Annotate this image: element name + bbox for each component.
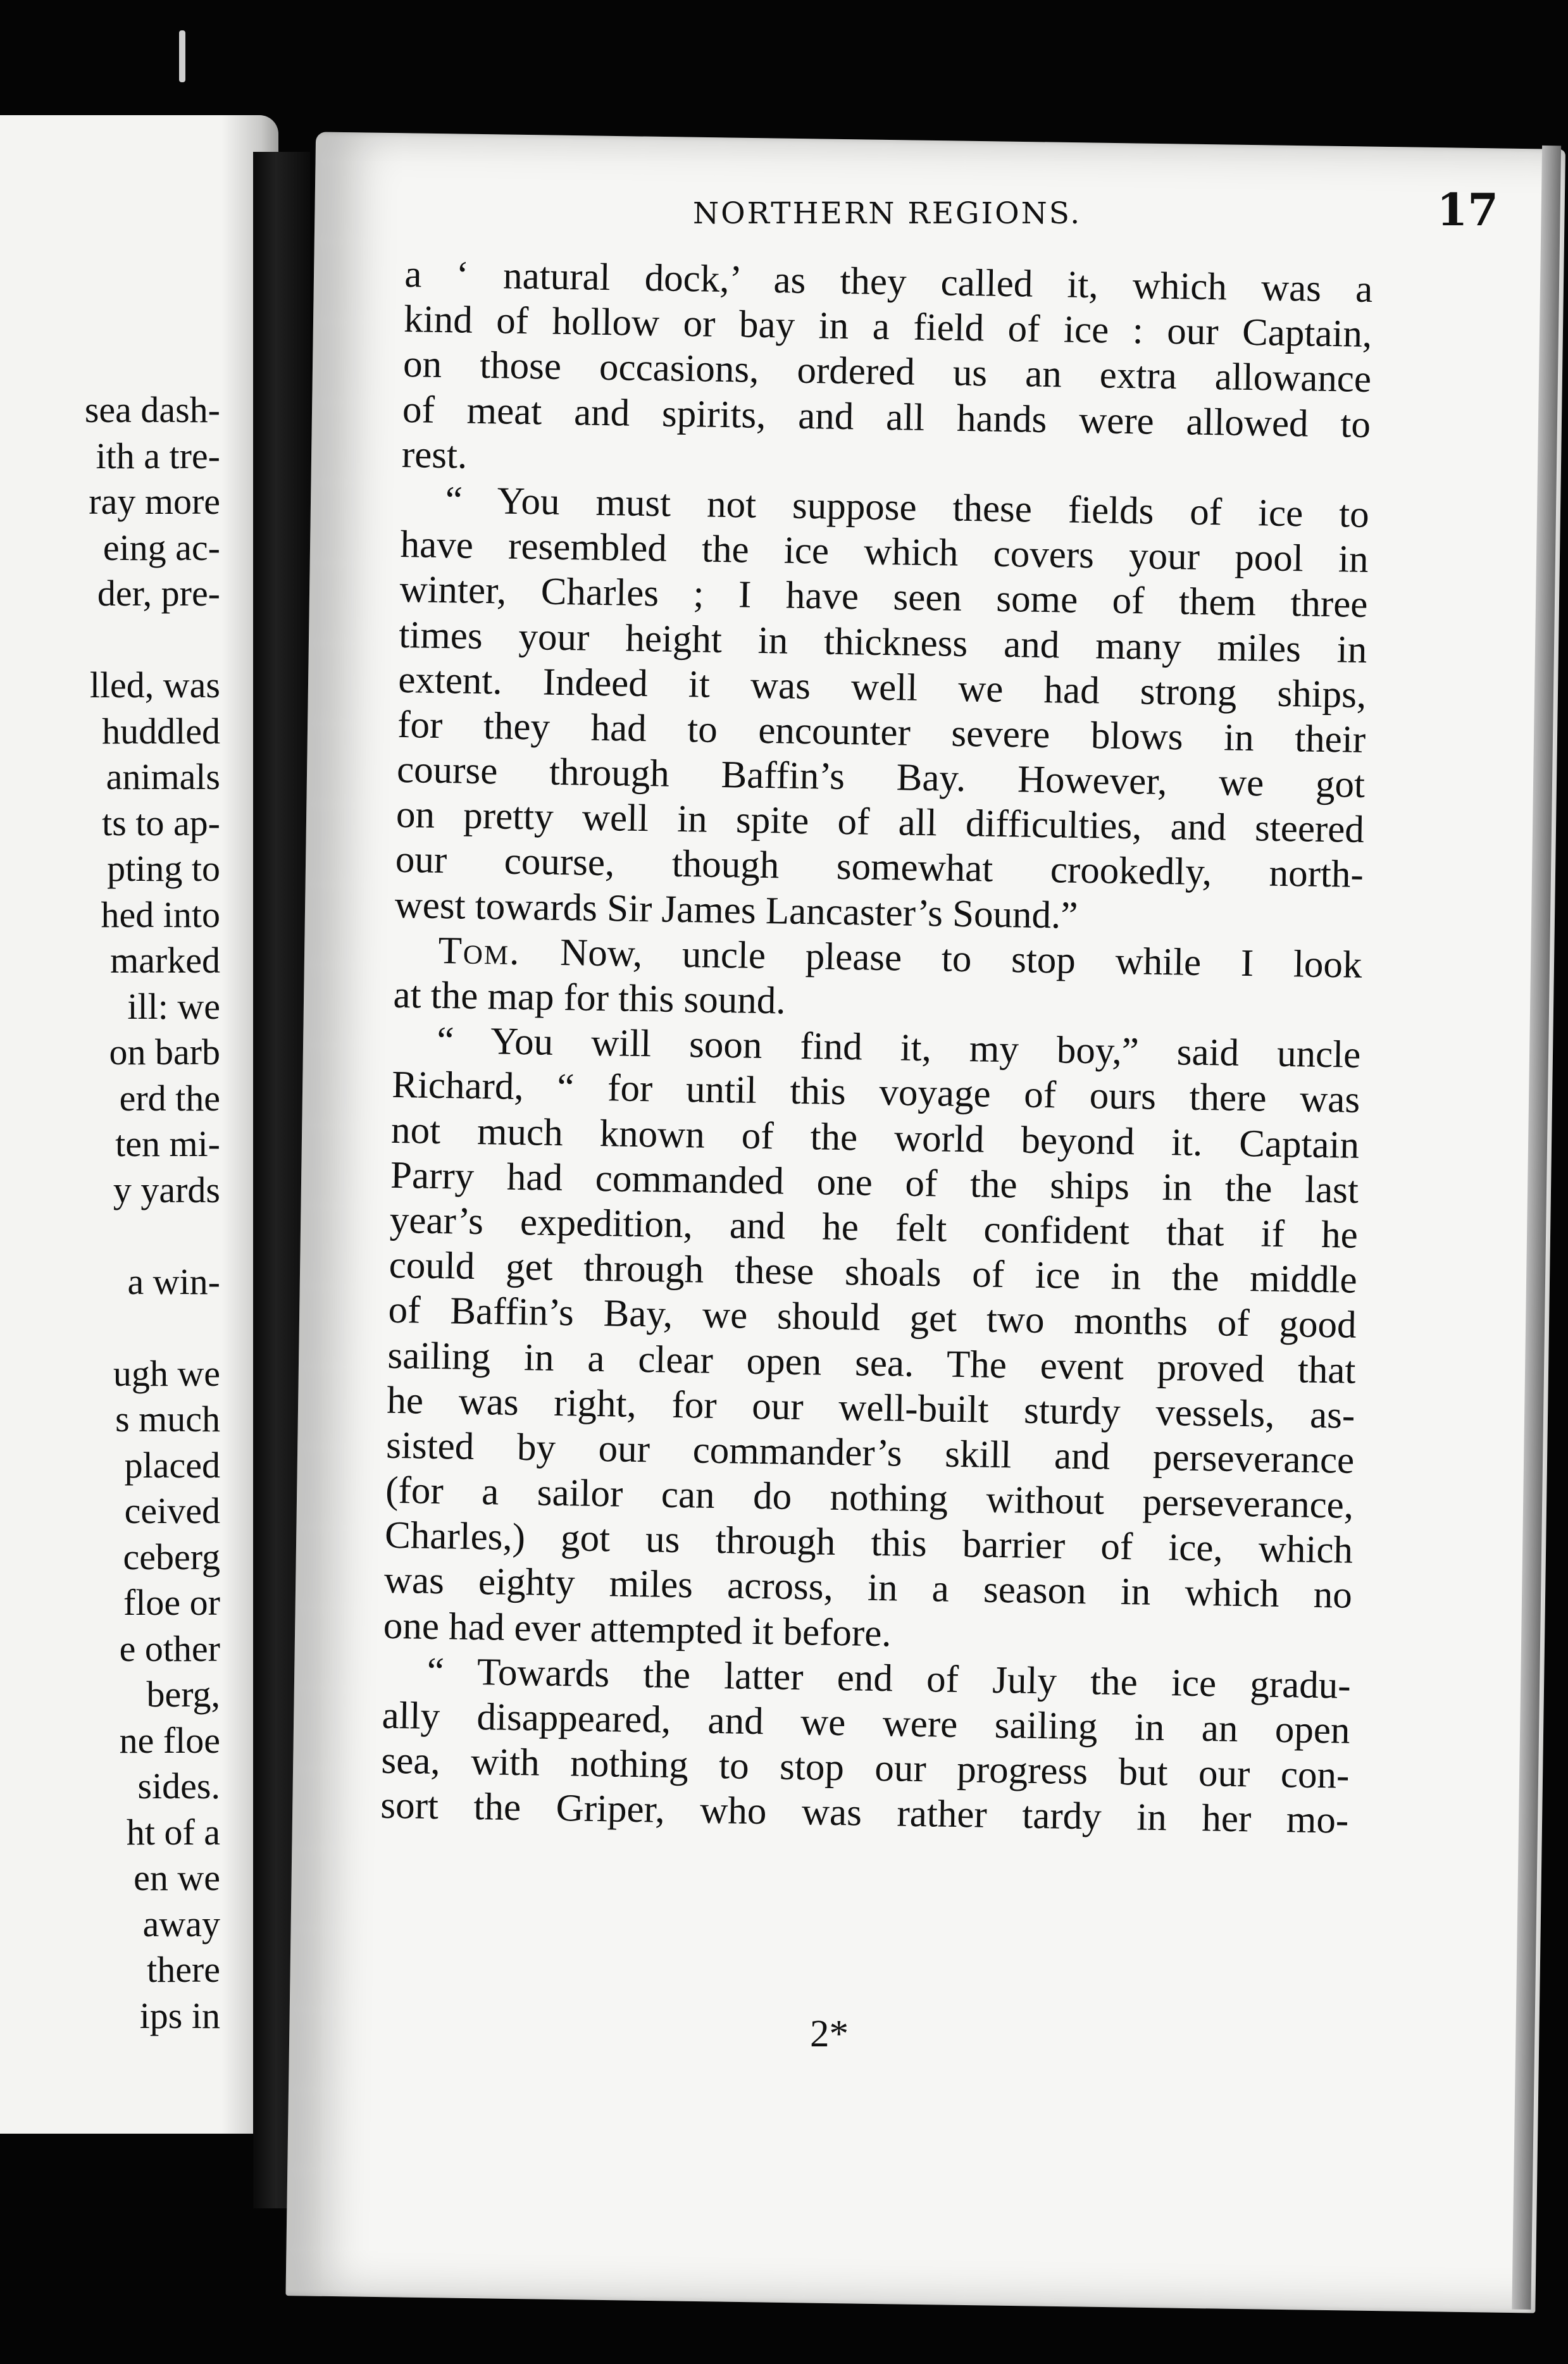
text-line-content: a ‘ natural dock,’ as they called it, which was a xyxy=(404,252,1373,311)
left-page-line: placed xyxy=(124,1444,220,1486)
left-page-line: animals xyxy=(106,756,220,797)
text-line-content: ally disappeared, and we were sailing in an open xyxy=(382,1694,1350,1752)
left-page-line: ips in xyxy=(139,1994,220,2036)
text-line-content: times your height in thickness and many miles in xyxy=(398,613,1367,671)
text-line-content: “ Towards the latter end of July the ice gradu- xyxy=(426,1650,1352,1707)
left-page-line: ne floe xyxy=(119,1719,220,1761)
text-line-content: at the map for this sound. xyxy=(393,973,787,1023)
text-line-content: our course, though somewhat crookedly, north- xyxy=(395,838,1364,897)
text-line-content: on pretty well in spite of all difficulties, and steered xyxy=(395,793,1365,852)
left-page xyxy=(0,115,278,2134)
text-line-content: Parry had commanded one of the ships in the last xyxy=(390,1154,1359,1212)
text-line-content: not much known of the world beyond it. Captain xyxy=(390,1109,1360,1167)
text-line-content: (for a sailor can do nothing without perseverance, xyxy=(385,1469,1354,1527)
text-line-content: one had ever attempted it before. xyxy=(383,1604,892,1655)
left-page-line: huddled xyxy=(102,710,220,752)
text-line-content: could get through these shoals of ice in the middle xyxy=(389,1243,1358,1302)
text-line-content: sea, with nothing to stop our progress but our con- xyxy=(381,1739,1350,1797)
text-line-content: extent. Indeed it was well we had strong ships, xyxy=(397,658,1367,716)
left-page-line: ceived xyxy=(124,1490,220,1531)
left-page-line: ith a tre- xyxy=(96,435,220,476)
left-page-line xyxy=(85,1213,220,1259)
text-line-content: sort the Griper, who was rather tardy in her mo- xyxy=(380,1784,1349,1843)
left-page-line: erd the xyxy=(119,1077,220,1119)
text-line-content: was eighty miles across, in a season in which no xyxy=(383,1559,1353,1617)
page-body-text xyxy=(380,252,1373,1843)
page-header xyxy=(693,184,1498,234)
text-line-content: “ You must not suppose these fields of ice to xyxy=(445,478,1370,536)
running-head: NORTHERN REGIONS. xyxy=(693,196,1082,231)
left-page-line xyxy=(85,617,220,663)
left-page-line: berg, xyxy=(146,1674,220,1715)
left-page-line: ht of a xyxy=(126,1811,220,1853)
left-page-line: ceberg xyxy=(123,1536,220,1577)
left-page-line: away xyxy=(142,1903,220,1944)
text-line-content: on those occasions, ordered us an extra allowance xyxy=(402,343,1372,401)
speaker-name: Tom. xyxy=(438,929,521,973)
left-page-line: marked xyxy=(110,940,220,981)
text-line-content: he was right, for our well-built sturdy vessels, as- xyxy=(386,1379,1355,1437)
left-page-line: y yards xyxy=(113,1169,220,1210)
left-page-line: eing ac- xyxy=(103,526,220,568)
text-line-content: Richard, “ for until this voyage of ours there was xyxy=(391,1064,1360,1122)
signature-mark: 2* xyxy=(810,2013,849,2055)
left-page-line: ugh we xyxy=(113,1352,220,1394)
left-page-line: a win- xyxy=(127,1260,220,1302)
left-page-line: en we xyxy=(134,1857,220,1898)
text-line-content: “ You will soon find it, my boy,” said uncle xyxy=(436,1019,1361,1077)
text-line-content: Charles,) got us through this barrier of ice, which xyxy=(384,1514,1353,1572)
text-line-content: course through Baffin’s Bay. However, we got xyxy=(396,748,1366,806)
left-page-line: sea dash- xyxy=(84,389,220,430)
left-page-line: e other xyxy=(119,1627,220,1669)
text-line-content: year’s expedition, and he felt confident that if he xyxy=(389,1198,1359,1257)
left-page-line: on barb xyxy=(109,1031,220,1073)
text-line-content: west towards Sir James Lancaster’s Sound.” xyxy=(394,883,1078,937)
left-page-line: there xyxy=(147,1949,220,1990)
left-page-line: ten mi- xyxy=(115,1123,220,1164)
left-page-text xyxy=(85,387,220,2039)
left-page-line: der, pre- xyxy=(97,573,220,614)
left-page-line: floe or xyxy=(123,1582,220,1623)
scan-mark xyxy=(179,30,185,82)
text-line-content: of Baffin’s Bay, we should get two months of good xyxy=(388,1289,1357,1347)
left-page-line: pting to xyxy=(107,848,220,889)
text-line-content: of meat and spirits, and all hands were allowed to xyxy=(402,388,1371,446)
left-page-line: hed into xyxy=(101,893,220,935)
left-page-line: ray more xyxy=(89,481,220,522)
left-page-line: s much xyxy=(115,1398,220,1440)
text-line-content: for they had to encounter severe blows in their xyxy=(397,703,1366,761)
text-line-content: have resembled the ice which covers your pool in xyxy=(400,523,1369,582)
left-page-line: sides. xyxy=(137,1765,220,1807)
left-page-line: ill: we xyxy=(127,985,220,1027)
left-page-line: ts to ap- xyxy=(102,802,220,843)
text-line-content: Now, uncle please to stop while I look xyxy=(520,930,1363,986)
text-line-content: winter, Charles ; I have seen some of them three xyxy=(399,568,1368,626)
text-line-content: kind of hollow or bay in a field of ice : our Captain, xyxy=(403,298,1372,356)
text-line-content: sailing in a clear open sea. The event proved that xyxy=(387,1334,1356,1392)
left-page-line xyxy=(85,1305,220,1351)
text-line-content: rest. xyxy=(401,433,468,477)
left-page-line: lled, was xyxy=(89,664,220,706)
text-line-content: sisted by our commander’s skill and perseverance xyxy=(385,1424,1355,1482)
page-number: 17 xyxy=(1436,184,1498,236)
